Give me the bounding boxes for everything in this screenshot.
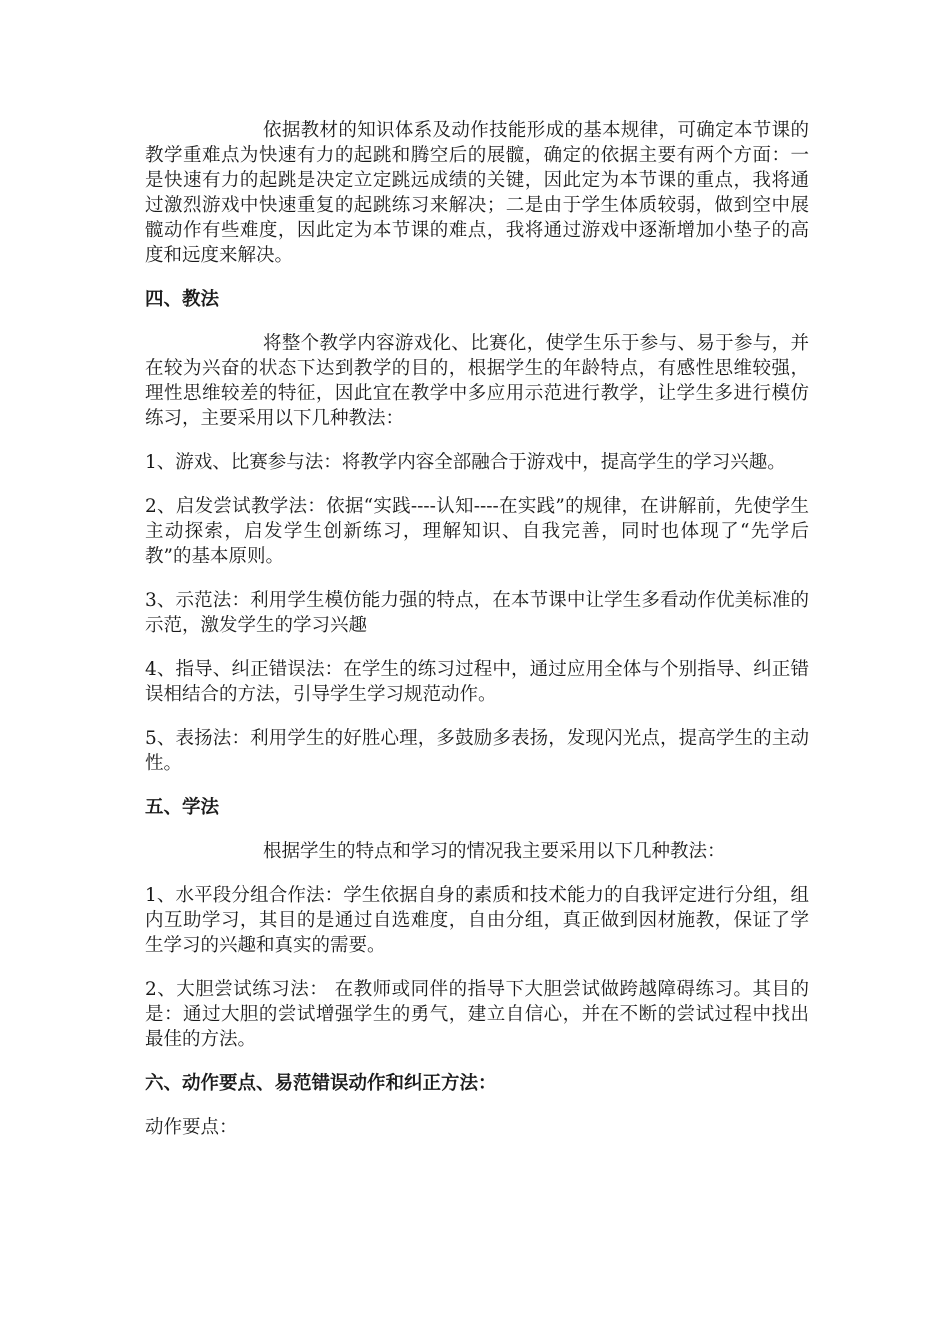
document-page bbox=[145, 118, 809, 1159]
teaching-methods-intro: 将整个教学内容游戏化、比赛化，使学生乐于参与、易于参与，并在较为兴奋的状态下达到教学的目的，根据学生的年龄特点，有感性思维较强，理性思维较差的特征，因此宜在教学中多应用示范进行教学，让学生多进行模仿练习，主要采用以下几种教法： bbox=[145, 333, 809, 429]
teaching-method-item: 1、游戏、比赛参与法：将教学内容全部融合于游戏中，提高学生的学习兴趣。 bbox=[145, 452, 786, 473]
section-heading-key-points: 六、动作要点、易范错误动作和纠正方法： bbox=[145, 1073, 497, 1094]
learning-method-item: 2、大胆尝试练习法： 在教师或同伴的指导下大胆尝试做跨越障碍练习。其目的是：通过大胆的尝试增强学生的勇气，建立自信心，并在不断的尝试过程中找出最佳的方法。 bbox=[145, 979, 809, 1050]
teaching-method-item: 5、表扬法：利用学生的好胜心理，多鼓励多表扬，发现闪光点，提高学生的主动性。 bbox=[145, 728, 809, 774]
teaching-method-item: 3、示范法：利用学生模仿能力强的特点，在本节课中让学生多看动作优美标准的示范，激发学生的学习兴趣 bbox=[145, 590, 809, 636]
teaching-method-item: 4、指导、纠正错误法：在学生的练习过程中，通过应用全体与个别指导、纠正错误相结合的方法，引导学生学习规范动作。 bbox=[145, 659, 809, 705]
learning-methods-intro: 根据学生的特点和学习的情况我主要采用以下几种教法： bbox=[263, 841, 726, 862]
teaching-method-item: 2、启发尝试教学法：依据“实践----认知----在实践”的规律，在讲解前，先使学生主动探索，启发学生创新练习，理解知识、自我完善，同时也体现了“先学后教”的基本原则。 bbox=[145, 496, 809, 567]
section-heading-learning-methods: 五、学法 bbox=[145, 797, 220, 818]
key-points-subheading: 动作要点： bbox=[145, 1117, 238, 1138]
intro-paragraph: 依据教材的知识体系及动作技能形成的基本规律，可确定本节课的教学重难点为快速有力的起跳和腾空后的展髋，确定的依据主要有两个方面：一是快速有力的起跳是决定立定跳远成绩的关键，因此定为本节课的重点，我将通过激烈游戏中快速重复的起跳练习来解决；二是由于学生体质较弱，做到空中展髋动作有些难度，因此定为本节课的难点，我将通过游戏中逐渐增加小垫子的高度和远度来解决。 bbox=[145, 120, 809, 266]
learning-method-item: 1、水平段分组合作法：学生依据自身的素质和技术能力的自我评定进行分组，组内互助学习，其目的是通过自选难度，自由分组，真正做到因材施教，保证了学生学习的兴趣和真实的需要。 bbox=[145, 885, 809, 956]
section-heading-teaching-methods: 四、教法 bbox=[145, 289, 220, 310]
